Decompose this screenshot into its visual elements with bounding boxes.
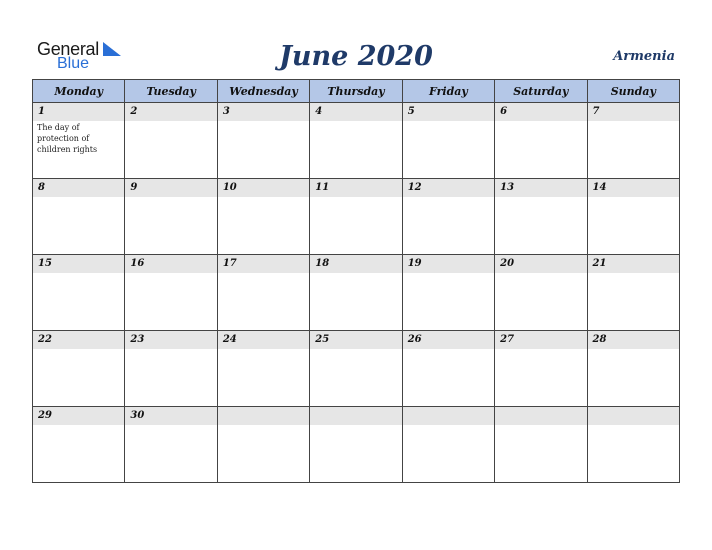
- day-cell: [125, 255, 217, 331]
- day-number: 12: [403, 179, 494, 197]
- week-row: [33, 331, 680, 407]
- day-cell: [587, 407, 679, 483]
- day-cell: [217, 255, 309, 331]
- day-number: 24: [218, 331, 309, 349]
- day-number: 5: [403, 103, 494, 121]
- day-number: 28: [588, 331, 679, 349]
- day-cell: [217, 407, 309, 483]
- weekday-header: Friday: [402, 80, 494, 103]
- day-cell: [495, 331, 587, 407]
- day-number: [218, 407, 309, 425]
- day-number: 1: [33, 103, 124, 121]
- weekday-header: Saturday: [495, 80, 587, 103]
- week-row: [33, 255, 680, 331]
- country-label: Armenia: [613, 49, 675, 64]
- week-row: [33, 179, 680, 255]
- day-number: 10: [218, 179, 309, 197]
- week-row: [33, 103, 680, 179]
- day-number: 16: [125, 255, 216, 273]
- day-cell: [310, 407, 402, 483]
- day-number: 30: [125, 407, 216, 425]
- day-number: 26: [403, 331, 494, 349]
- day-cell: [33, 103, 125, 179]
- day-cell: [402, 331, 494, 407]
- day-number: 20: [495, 255, 586, 273]
- day-cell: [33, 407, 125, 483]
- day-number: [588, 407, 679, 425]
- day-cell: [310, 331, 402, 407]
- day-number: 18: [310, 255, 401, 273]
- calendar-title: June 2020: [279, 41, 433, 72]
- day-number: [310, 407, 401, 425]
- day-number: 19: [403, 255, 494, 273]
- day-cell: [125, 103, 217, 179]
- day-number: 14: [588, 179, 679, 197]
- day-number: 9: [125, 179, 216, 197]
- day-number: [495, 407, 586, 425]
- day-number: 15: [33, 255, 124, 273]
- day-cell: [495, 179, 587, 255]
- day-cell: [402, 179, 494, 255]
- day-cell: [217, 331, 309, 407]
- weekday-header-row: [33, 80, 680, 103]
- logo-text-general: General: [37, 39, 99, 59]
- day-cell: [125, 331, 217, 407]
- day-cell: [587, 255, 679, 331]
- day-number: 22: [33, 331, 124, 349]
- day-cell: [495, 103, 587, 179]
- day-number: 6: [495, 103, 586, 121]
- logo-triangle-icon: [101, 42, 121, 56]
- day-cell: [33, 331, 125, 407]
- day-cell: [402, 407, 494, 483]
- logo-text-blue: Blue: [57, 55, 90, 72]
- day-cell: [310, 179, 402, 255]
- day-number: 23: [125, 331, 216, 349]
- day-cell: [402, 255, 494, 331]
- day-cell: [587, 103, 679, 179]
- day-number: [403, 407, 494, 425]
- day-number: 21: [588, 255, 679, 273]
- day-number: 4: [310, 103, 401, 121]
- day-cell: [587, 179, 679, 255]
- day-cell: [587, 331, 679, 407]
- weekday-header: Sunday: [587, 80, 679, 103]
- day-cell: [125, 179, 217, 255]
- holiday-label: The day of protection of children rights: [37, 123, 98, 154]
- day-cell: [125, 407, 217, 483]
- weekday-header: Wednesday: [217, 80, 309, 103]
- weekday-header: Monday: [33, 80, 125, 103]
- day-cell: [217, 179, 309, 255]
- day-number: 25: [310, 331, 401, 349]
- day-cell: [495, 255, 587, 331]
- day-number: 11: [310, 179, 401, 197]
- generalblue-logo: [37, 40, 127, 74]
- day-number: 7: [588, 103, 679, 121]
- day-number: 27: [495, 331, 586, 349]
- day-number: 29: [33, 407, 124, 425]
- day-cell: [402, 103, 494, 179]
- day-cell: [33, 255, 125, 331]
- day-cell: [495, 407, 587, 483]
- day-cell: [310, 255, 402, 331]
- day-number: 3: [218, 103, 309, 121]
- weekday-header: Thursday: [310, 80, 402, 103]
- day-number: 8: [33, 179, 124, 197]
- day-number: 17: [218, 255, 309, 273]
- week-row: [33, 407, 680, 483]
- day-cell: [33, 179, 125, 255]
- month-calendar-grid: [32, 79, 680, 483]
- day-number: 2: [125, 103, 216, 121]
- day-cell: [310, 103, 402, 179]
- weekday-header: Tuesday: [125, 80, 217, 103]
- day-cell: [217, 103, 309, 179]
- day-number: 13: [495, 179, 586, 197]
